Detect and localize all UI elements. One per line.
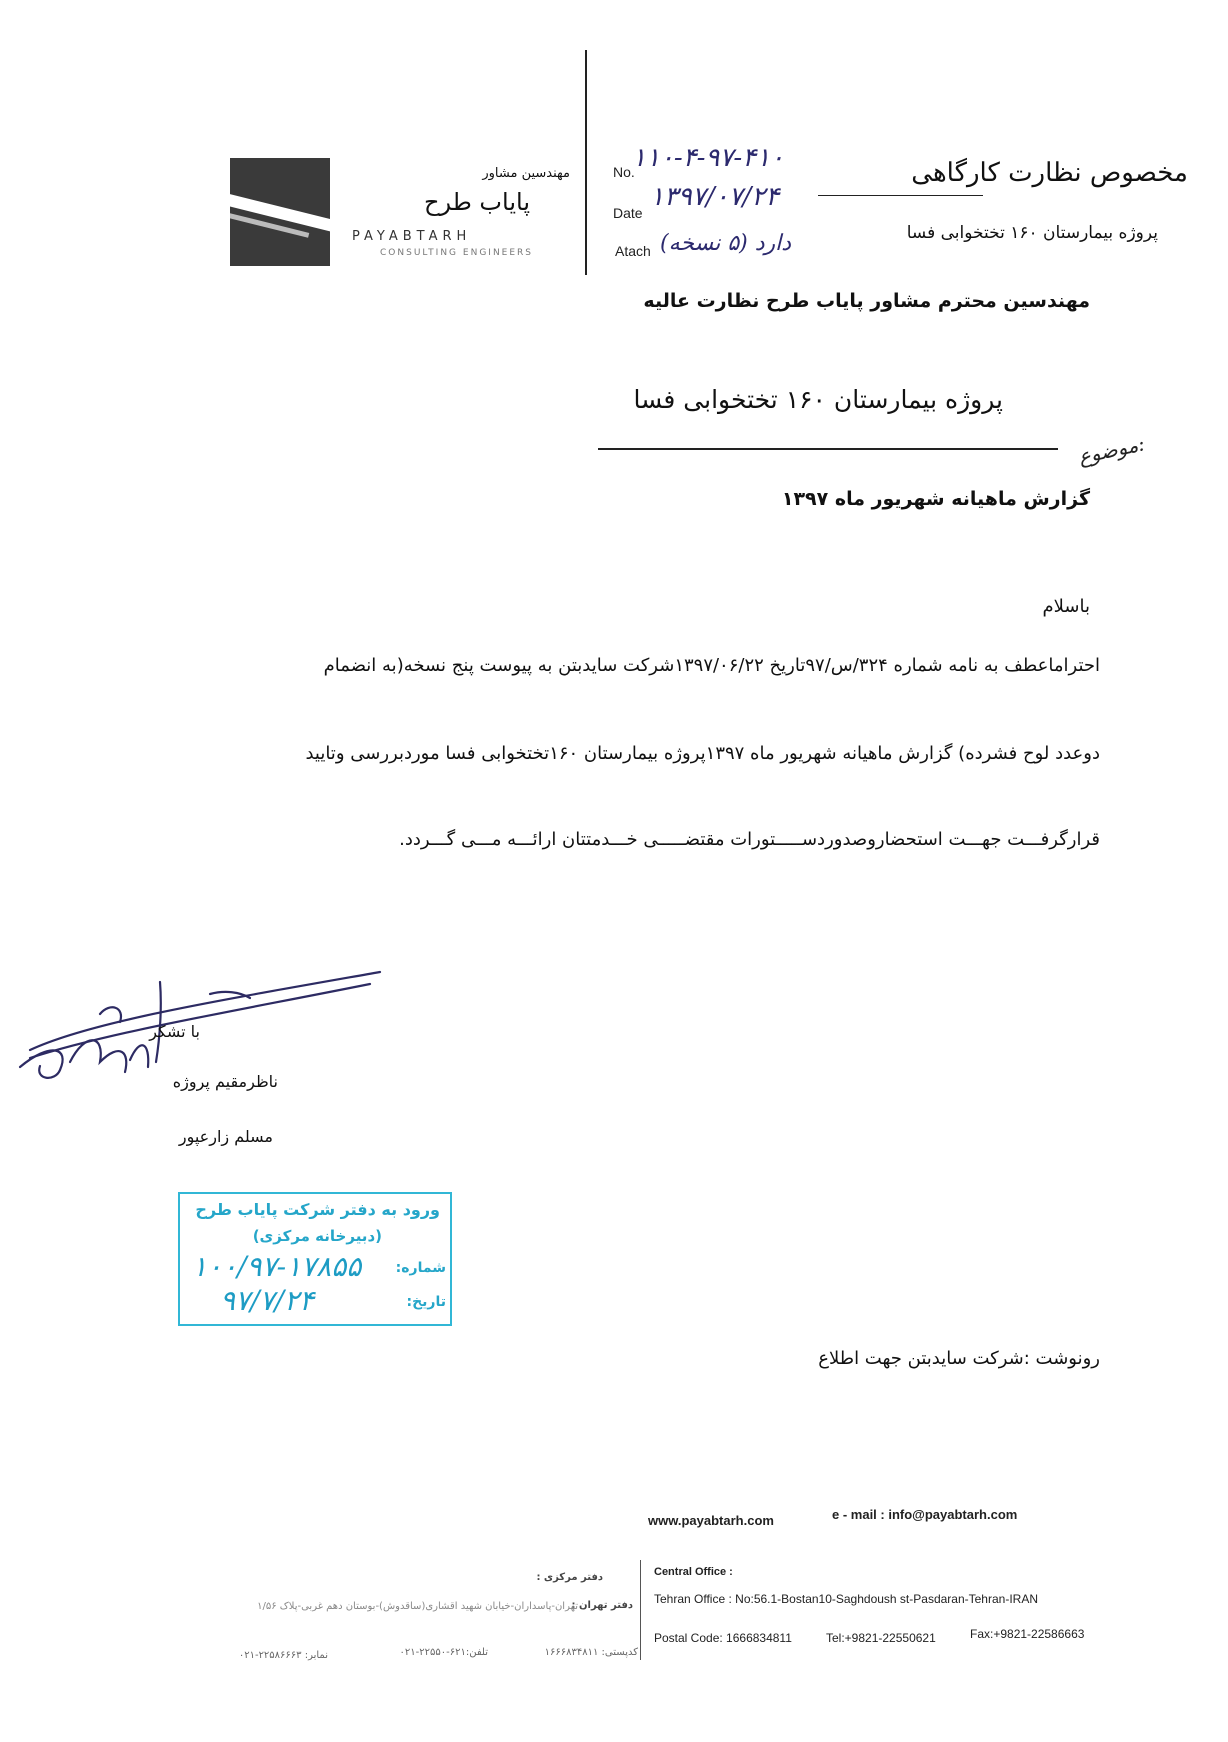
received-stamp — [178, 1192, 452, 1326]
stamp-date-label: تاریخ: — [406, 1294, 446, 1310]
letter-number-label: No. — [613, 164, 635, 180]
thanks-line: با تشکر — [149, 1022, 200, 1041]
header-title-underline — [818, 195, 983, 196]
greeting: باسلام — [1042, 596, 1090, 617]
subject-label: موضوع: — [1076, 431, 1147, 469]
signer-name: مسلم زارعپور — [178, 1127, 273, 1146]
stamp-date-value: ۹۷/۷/۲۴ — [220, 1284, 315, 1317]
header-divider — [585, 50, 587, 275]
header-title: مخصوص نظارت کارگاهی — [911, 158, 1188, 188]
footer-email: e - mail : info@payabtarh.com — [832, 1507, 1018, 1522]
attachment-value: دارد (۵ نسخه) — [660, 231, 792, 256]
footer-central-office: Central Office : — [654, 1566, 733, 1578]
logo-english-subtitle: CONSULTING ENGINEERS — [380, 248, 534, 258]
footer-tehran-office: Tehran Office : No:56.1-Bostan10-Saghdoush st-Pasdaran-Tehran-IRAN — [654, 1592, 1038, 1606]
footer-fa-tehran-address: تهران-پاسداران-خیابان شهید اقشاری(ساقدوش)-بوستان دهم غربی-پلاک ۱/۵۶ — [257, 1601, 578, 1612]
footer-fa-postal: کدپستی: ۱۶۶۶۸۳۴۸۱۱ — [544, 1647, 638, 1658]
body-line-1: احتراماعطف به نامه شماره ۳۲۴/س/۹۷تاریخ ۱۳۹۷/۰۶/۲۲شرکت سایدبتن به پیوست پنج نسخه(به انضمام — [323, 655, 1100, 676]
attachment-label: Atach — [615, 243, 651, 259]
signer-role: ناظرمقیم پروژه — [172, 1072, 278, 1091]
company-logo-mark — [230, 158, 330, 266]
report-title: گزارش ماهیانه شهریور ماه ۱۳۹۷ — [781, 488, 1090, 510]
stamp-title: ورود به دفتر شرکت پایاب طرح — [195, 1200, 440, 1219]
subject-title: پروژه بیمارستان ۱۶۰ تختخوابی فسا — [633, 385, 1003, 414]
footer-fax: Fax:+9821-22586663 — [970, 1627, 1085, 1641]
logo-persian-subtitle: مهندسین مشاور — [482, 166, 570, 181]
footer-divider — [640, 1560, 641, 1660]
logo-persian-name: پایاب طرح — [423, 188, 530, 216]
recipient-line: مهندسین محترم مشاور پایاب طرح نظارت عالیه — [643, 290, 1090, 312]
footer-fa-tehran-label: دفتر تهران : — [571, 1600, 633, 1611]
body-line-2: دوعدد لوح فشرده) گزارش ماهیانه شهریور ماه ۱۳۹۷پروژه بیمارستان ۱۶۰تختخوابی فسا موردبررسی وتایید — [305, 743, 1100, 764]
footer-postal-code: Postal Code: 1666834811 — [654, 1631, 792, 1645]
letter-date-value: ۱۳۹۷/۰۷/۲۴ — [650, 182, 780, 212]
carbon-copy-line: رونوشت :شرکت سایدبتن جهت اطلاع — [818, 1348, 1100, 1369]
stamp-number-label: شماره: — [395, 1260, 446, 1276]
footer-fa-fax: نمابر: ۲۲۵۸۶۶۶۳-۰۲۱ — [238, 1650, 328, 1661]
letter-number-value: ۱۱۰-۴-۹۷-۴۱۰ — [632, 143, 785, 173]
logo-english-name: PAYABTARH — [352, 229, 472, 244]
body-line-3: قرارگرفـــت جهـــت استحضاروصدوردســـــتورات مقتضـــــی خـــدمتتان ارائـــه مـــی گـــردد. — [399, 829, 1100, 850]
footer-fa-tel: تلفن:۶۲۱-۲۲۵۵۰-۰۲۱ — [399, 1647, 488, 1658]
stamp-subtitle: (دبیرخانه مرکزی) — [252, 1227, 382, 1245]
footer-fa-central-label: دفتر مرکزی : — [536, 1572, 603, 1583]
letter-date-label: Date — [613, 205, 643, 221]
stamp-number-value: ۱۰۰/۹۷-۱۷۸۵۵ — [192, 1250, 362, 1283]
subject-underline — [598, 448, 1058, 450]
footer-website: www.payabtarh.com — [648, 1513, 774, 1528]
footer-tel: Tel:+9821-22550621 — [826, 1631, 936, 1645]
header-project: پروژه بیمارستان ۱۶۰ تختخوابی فسا — [906, 223, 1158, 243]
